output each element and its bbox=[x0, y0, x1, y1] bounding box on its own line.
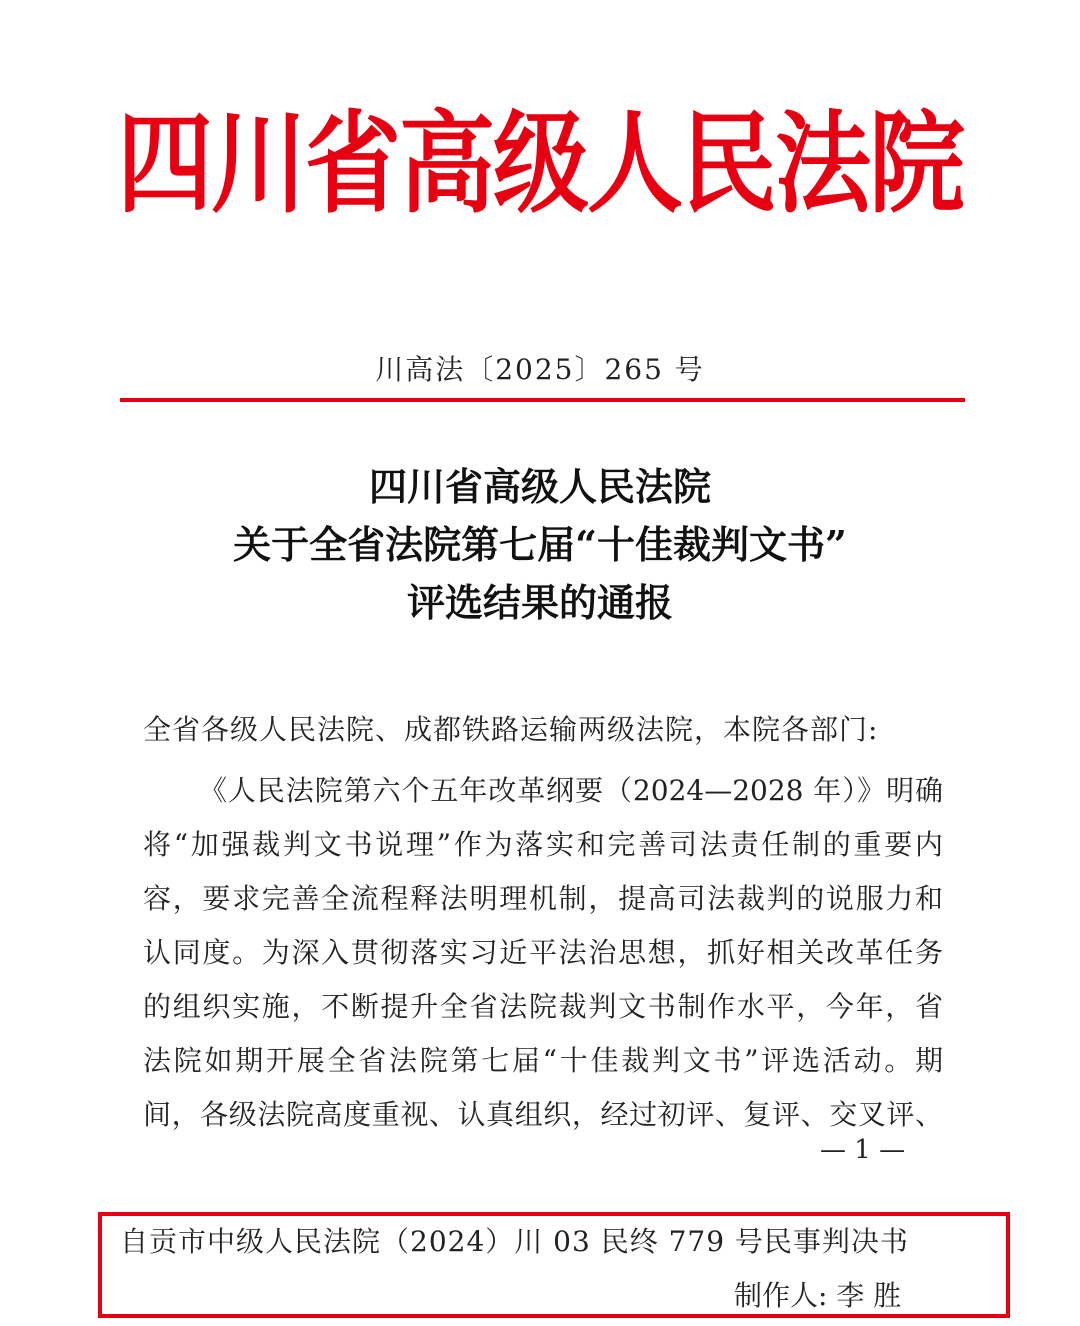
caption-judgment-title: 自贡市中级人民法院（2024）川 03 民终 779 号民事判决书 bbox=[120, 1225, 909, 1258]
document-number: 川高法〔2025〕265 号 bbox=[375, 353, 705, 386]
red-divider-line bbox=[120, 398, 965, 402]
body-line: 将“加强裁判文书说理”作为落实和完善司法责任制的重要内 bbox=[143, 828, 943, 861]
title-line-1: 四川省高级人民法院 bbox=[368, 464, 711, 509]
masthead-title: 四川省高级人民法院 bbox=[117, 99, 963, 229]
body-text bbox=[143, 764, 943, 1142]
body-line: 间，各级法院高度重视、认真组织，经过初评、复评、交叉评、 bbox=[143, 1098, 943, 1131]
title-line-2: 关于全省法院第七届“十佳裁判文书” bbox=[233, 522, 847, 567]
salutation: 全省各级人民法院、成都铁路运输两级法院，本院各部门: bbox=[143, 713, 879, 746]
page-number: — 1 — bbox=[820, 1135, 906, 1165]
body-line: 法院如期开展全省法院第七届“十佳裁判文书”评选活动。期 bbox=[143, 1044, 943, 1077]
body-line: 《人民法院第六个五年改革纲要（2024—2028 年）》明确 bbox=[199, 774, 943, 807]
title-line-3: 评选结果的通报 bbox=[406, 580, 673, 625]
caption-box bbox=[98, 1212, 1010, 1318]
document-title bbox=[0, 458, 1080, 632]
caption-author: 制作人: 李 胜 bbox=[734, 1279, 902, 1312]
body-line: 的组织实施，不断提升全省法院裁判文书制作水平，今年，省 bbox=[143, 990, 943, 1023]
body-line: 容，要求完善全流程释法明理机制，提高司法裁判的说服力和 bbox=[143, 882, 943, 915]
body-line: 认同度。为深入贯彻落实习近平法治思想，抓好相关改革任务 bbox=[143, 936, 943, 969]
